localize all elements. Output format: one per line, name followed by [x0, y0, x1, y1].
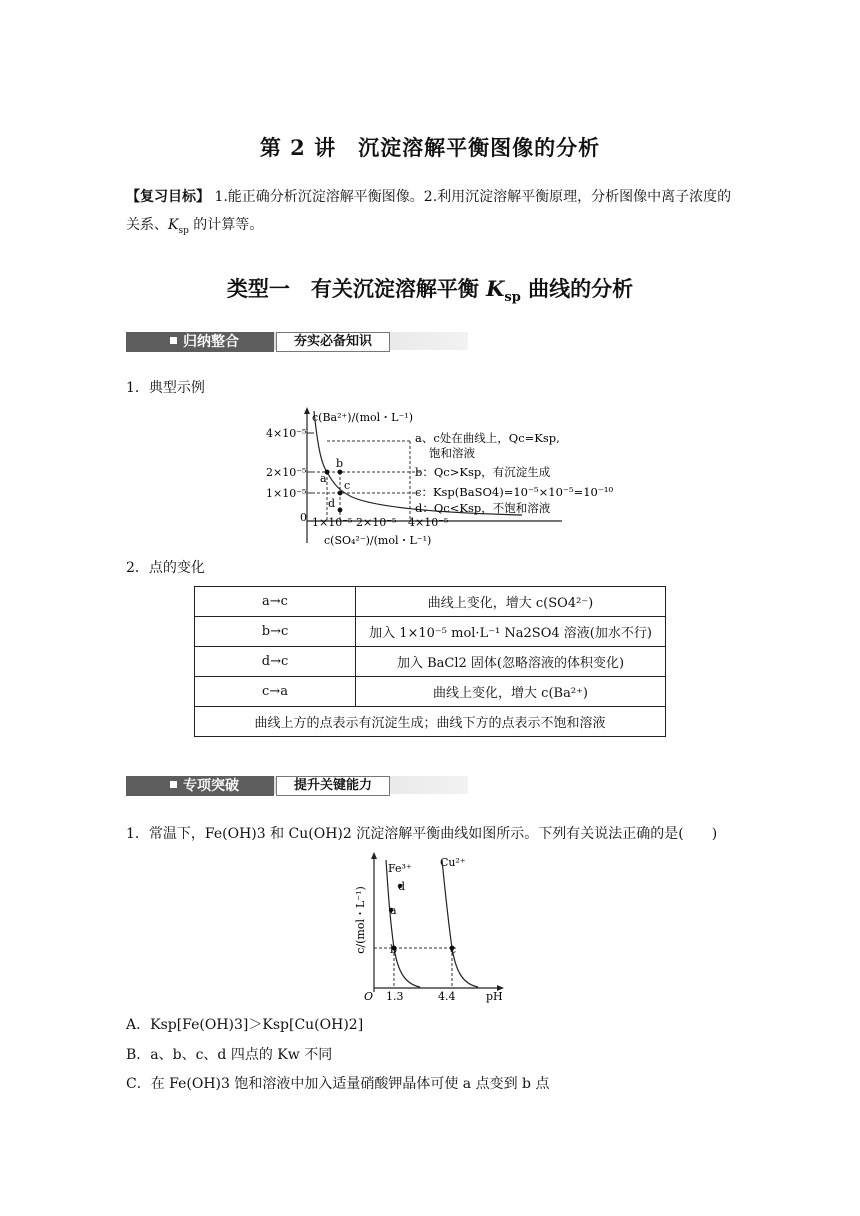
banner-dark-label: 归纳整合: [183, 334, 239, 350]
banner-breakthrough: [126, 776, 468, 802]
option-c: C．在 Fe(OH)3 饱和溶液中加入适量硝酸钾晶体可使 a 点变到 b 点: [126, 1076, 550, 1092]
fig1-note-1b: 饱和溶液: [429, 446, 475, 460]
table-footer: 曲线上方的点表示有沉淀生成；曲线下方的点表示不饱和溶液: [195, 707, 666, 737]
fig1-ylabel: c(Ba²⁺)/(mol・L⁻¹): [312, 411, 413, 424]
banner-light-label: 夯实必备知识: [276, 332, 390, 352]
option-b: B．a、b、c、d 四点的 Kw 不同: [126, 1047, 333, 1063]
table-row: [195, 587, 666, 617]
type1-title-sub: sp: [504, 290, 521, 306]
goal-ksp-sub: sp: [178, 225, 189, 236]
table-row: [195, 707, 666, 737]
section-typical-example: 1．典型示例: [126, 380, 205, 396]
goal-tag: 【复习目标】: [126, 189, 210, 205]
fig1-ytick: 0: [300, 511, 307, 524]
fig1-label-c: c: [344, 479, 351, 492]
table-cell: a→c: [195, 587, 356, 617]
fig1-label-d: d: [328, 497, 336, 510]
fig1-note-4: d：Qc<Ksp，不饱和溶液: [415, 501, 551, 515]
fig2-label-b: b: [390, 943, 398, 956]
fig2-curve-cu: [442, 860, 478, 987]
fig1-note-1: a、c处在曲线上，Qc=Ksp,: [415, 431, 560, 445]
table-cell: b→c: [195, 617, 356, 647]
goal-text-1: 1.能正确分析沉淀溶解平衡图像。2.利用沉淀溶解平衡原理，分析图像中离子浓度的关系、: [126, 189, 732, 233]
type1-title-k: K: [486, 276, 505, 301]
banner-induction: [126, 332, 468, 358]
fig1-y-arrow: [304, 407, 310, 414]
goal-ksp-k: K: [168, 217, 179, 233]
banner-light-label: 提升关键能力: [276, 776, 390, 796]
fig1-label-b: b: [336, 457, 344, 470]
banner-dark: [126, 776, 274, 796]
review-goal: [126, 183, 738, 245]
table-row: [195, 677, 666, 707]
table-cell: 曲线上变化，增大 c(SO4²⁻): [356, 587, 666, 617]
fig1-curve: [314, 411, 522, 515]
fig1-note-2: b：Qc>Ksp，有沉淀生成: [415, 465, 551, 479]
fig1-ytick: 4×10⁻⁵: [266, 427, 307, 440]
fig2-y-arrow: [371, 852, 377, 859]
table-cell: 加入 BaCl2 固体(忽略溶液的体积变化): [356, 647, 666, 677]
banner-dark-label: 专项突破: [183, 778, 239, 794]
fig2-label-a: a: [390, 904, 397, 917]
fig1-label-a: a: [320, 472, 327, 485]
fig2-ylabel: c/(mol・L⁻¹): [354, 886, 367, 954]
point-change-table: [194, 586, 666, 737]
fig1-xtick: 2×10⁻⁵: [356, 516, 397, 529]
fig2-curve-label-cu: Cu²⁺: [440, 856, 466, 869]
table-cell: 曲线上变化，增大 c(Ba²⁺): [356, 677, 666, 707]
fig1-note-3: c：Ksp(BaSO4)=10⁻⁵×10⁻⁵=10⁻¹⁰: [415, 485, 614, 499]
type1-title: [0, 273, 860, 305]
table-row: [195, 647, 666, 677]
fig1-xtick: 1×10⁻⁵: [312, 516, 353, 529]
section-point-change: 2．点的变化: [126, 560, 205, 576]
banner-dark: [126, 332, 274, 352]
fig2-xtick: 4.4: [438, 990, 456, 1003]
table-row: [195, 617, 666, 647]
fig2-xtick: 1.3: [386, 990, 404, 1003]
page-title: 第 2 讲 沉淀溶解平衡图像的分析: [259, 135, 601, 160]
fig1-xlabel: c(SO₄²⁻)/(mol・L⁻¹): [324, 534, 432, 547]
fig2-label-c: c: [450, 943, 457, 956]
fig1-ytick: 2×10⁻⁵: [266, 466, 307, 479]
question-figure: [350, 850, 510, 1005]
table-cell: c→a: [195, 677, 356, 707]
fig2-xlabel: pH: [486, 990, 503, 1003]
table-cell: d→c: [195, 647, 356, 677]
typical-example-figure: [262, 405, 614, 550]
goal-text-2: 的计算等。: [188, 217, 264, 233]
question-stem: 1．常温下，Fe(OH)3 和 Cu(OH)2 沉淀溶解平衡曲线如图所示。下列有关说法正确的是( ): [126, 826, 718, 842]
fig1-ytick: 1×10⁻⁵: [266, 487, 307, 500]
fig2-label-d: d: [398, 880, 406, 893]
fig1-xtick: 4×10⁻⁵: [408, 516, 449, 529]
fig1-point-c: [338, 491, 343, 496]
fig1-point-d: [338, 508, 343, 513]
fig1-point-b: [338, 470, 343, 475]
fig2-origin: O: [364, 990, 374, 1003]
type1-title-a: 类型一 有关沉淀溶解平衡: [226, 276, 487, 301]
option-a: A．Ksp[Fe(OH)3]＞Ksp[Cu(OH)2]: [126, 1017, 364, 1033]
fig2-curve-label-fe: Fe³⁺: [388, 862, 412, 875]
type1-title-b: 曲线的分析: [520, 276, 634, 301]
table-cell: 加入 1×10⁻⁵ mol·L⁻¹ Na2SO4 溶液(加水不行): [356, 617, 666, 647]
